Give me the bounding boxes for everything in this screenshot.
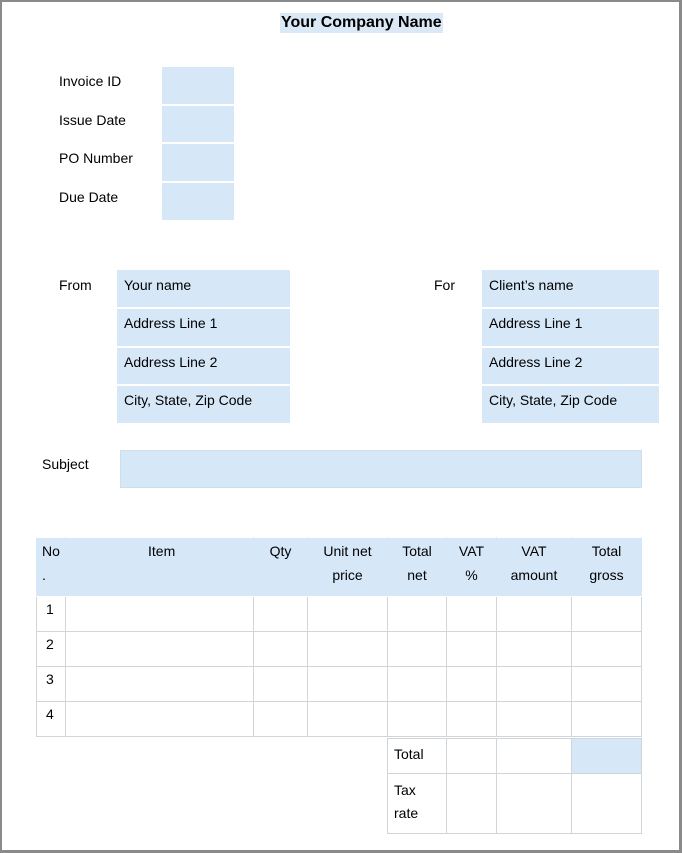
item-cell[interactable] bbox=[66, 597, 254, 632]
issue-date-field[interactable] bbox=[162, 106, 234, 142]
issue-date-label: Issue Date bbox=[59, 112, 126, 128]
unit-price-cell[interactable] bbox=[308, 702, 388, 737]
qty-cell[interactable] bbox=[254, 597, 308, 632]
unit-price-cell[interactable] bbox=[308, 667, 388, 702]
for-label: For bbox=[434, 277, 455, 293]
header-total-gross: Total gross bbox=[572, 538, 642, 597]
totals-table bbox=[387, 738, 642, 834]
vat-percent-cell[interactable] bbox=[447, 597, 497, 632]
client-name-field[interactable] bbox=[482, 270, 659, 307]
unit-price-cell[interactable] bbox=[308, 632, 388, 667]
vat-percent-cell[interactable] bbox=[447, 702, 497, 737]
qty-cell[interactable] bbox=[254, 667, 308, 702]
header-item: Item bbox=[66, 538, 254, 597]
po-number-label: PO Number bbox=[59, 150, 133, 166]
tax-vat-amount-cell[interactable] bbox=[497, 774, 572, 834]
client-city-field[interactable] bbox=[482, 386, 659, 423]
from-address1-field[interactable] bbox=[117, 309, 290, 346]
total-row bbox=[388, 739, 642, 774]
due-date-field[interactable] bbox=[162, 183, 234, 220]
due-date-label: Due Date bbox=[59, 189, 119, 205]
invoice-id-label: Invoice ID bbox=[59, 73, 122, 89]
total-label: Total bbox=[388, 739, 447, 774]
total-vat-percent-cell[interactable] bbox=[447, 739, 497, 774]
subject-field[interactable] bbox=[120, 450, 642, 488]
row-number: 2 bbox=[37, 632, 66, 667]
item-cell[interactable] bbox=[66, 667, 254, 702]
header-unit-net-price: Unit net price bbox=[308, 538, 388, 597]
from-name-text: Your name bbox=[124, 277, 192, 293]
total-net-cell[interactable] bbox=[388, 632, 447, 667]
total-gross-cell[interactable] bbox=[572, 597, 642, 632]
row-number: 1 bbox=[37, 597, 66, 632]
from-address2-field[interactable] bbox=[117, 348, 290, 384]
from-address1-text: Address Line 1 bbox=[124, 315, 218, 331]
total-gross-field[interactable] bbox=[572, 739, 642, 774]
client-address2-field[interactable] bbox=[482, 348, 659, 384]
vat-percent-cell[interactable] bbox=[447, 632, 497, 667]
qty-cell[interactable] bbox=[254, 632, 308, 667]
header-vat-amount: VAT amount bbox=[497, 538, 572, 597]
total-gross-cell[interactable] bbox=[572, 667, 642, 702]
item-cell[interactable] bbox=[66, 702, 254, 737]
items-header-row bbox=[37, 538, 642, 597]
from-address2-text: Address Line 2 bbox=[124, 354, 218, 370]
row-number: 3 bbox=[37, 667, 66, 702]
vat-amount-cell[interactable] bbox=[497, 632, 572, 667]
from-city-text: City, State, Zip Code bbox=[124, 392, 253, 408]
from-city-field[interactable] bbox=[117, 386, 290, 423]
subject-label: Subject bbox=[42, 456, 89, 472]
from-name-field[interactable] bbox=[117, 270, 290, 307]
item-cell[interactable] bbox=[66, 632, 254, 667]
table-row bbox=[37, 632, 642, 667]
total-net-cell[interactable] bbox=[388, 702, 447, 737]
po-number-field[interactable] bbox=[162, 144, 234, 181]
items-table bbox=[36, 537, 642, 737]
total-gross-cell[interactable] bbox=[572, 632, 642, 667]
total-gross-cell[interactable] bbox=[572, 702, 642, 737]
unit-price-cell[interactable] bbox=[308, 597, 388, 632]
client-address1-text: Address Line 1 bbox=[489, 315, 583, 331]
client-address2-text: Address Line 2 bbox=[489, 354, 583, 370]
tax-rate-label: Tax rate bbox=[388, 774, 447, 834]
header-qty: Qty bbox=[254, 538, 308, 597]
client-name-text: Client’s name bbox=[489, 277, 574, 293]
header-no: No . bbox=[37, 538, 66, 597]
vat-percent-cell[interactable] bbox=[447, 667, 497, 702]
invoice-id-field[interactable] bbox=[162, 67, 234, 104]
total-net-cell[interactable] bbox=[388, 667, 447, 702]
client-address1-field[interactable] bbox=[482, 309, 659, 346]
tax-rate-row bbox=[388, 774, 642, 834]
table-row bbox=[37, 667, 642, 702]
client-city-text: City, State, Zip Code bbox=[489, 392, 618, 408]
vat-amount-cell[interactable] bbox=[497, 667, 572, 702]
tax-gross-cell[interactable] bbox=[572, 774, 642, 834]
company-name: Your Company Name bbox=[281, 14, 442, 31]
header-total-net: Total net bbox=[388, 538, 447, 597]
vat-amount-cell[interactable] bbox=[497, 597, 572, 632]
total-vat-amount-cell[interactable] bbox=[497, 739, 572, 774]
header-vat-percent: VAT % bbox=[447, 538, 497, 597]
from-label: From bbox=[59, 277, 92, 293]
row-number: 4 bbox=[37, 702, 66, 737]
qty-cell[interactable] bbox=[254, 702, 308, 737]
table-row bbox=[37, 702, 642, 737]
table-row bbox=[37, 597, 642, 632]
total-net-cell[interactable] bbox=[388, 597, 447, 632]
vat-amount-cell[interactable] bbox=[497, 702, 572, 737]
tax-vat-percent-cell[interactable] bbox=[447, 774, 497, 834]
